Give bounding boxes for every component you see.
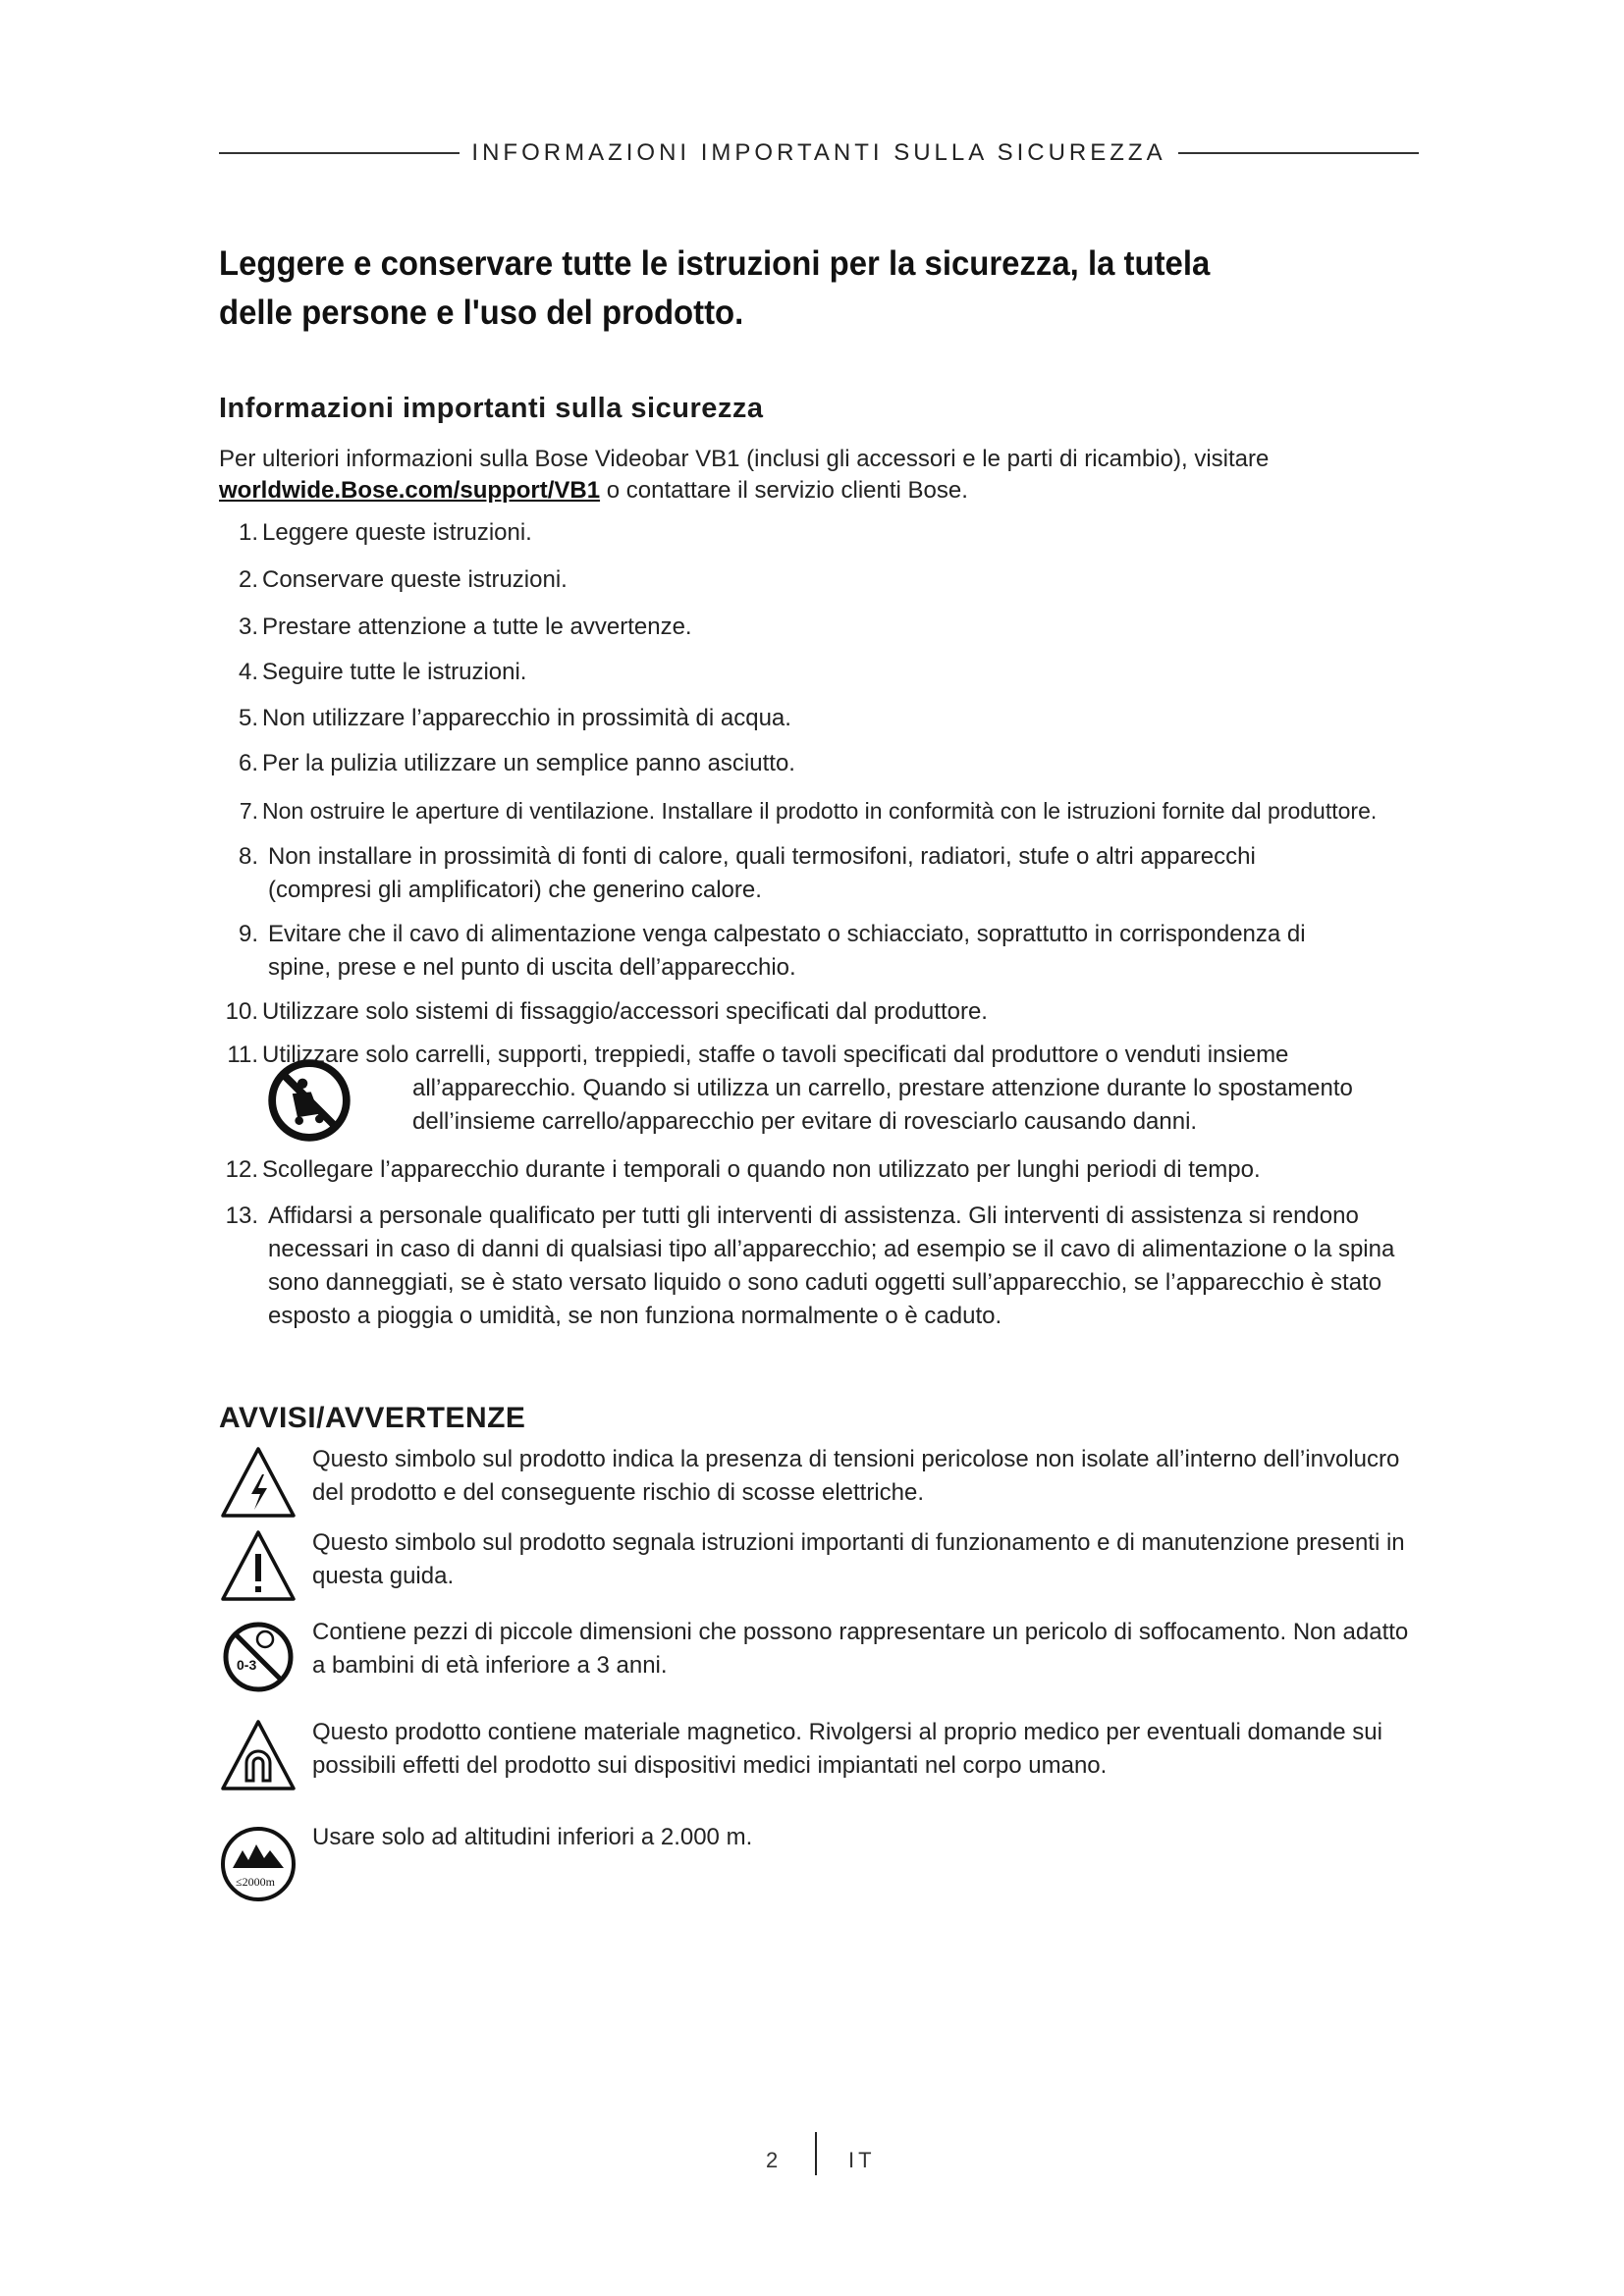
intro-paragraph <box>219 444 1358 507</box>
warning-text: Usare solo ad altitudini inferiori a 2.000 m. <box>312 1824 753 1850</box>
intro-text-after: o contattare il servizio clienti Bose. <box>600 477 968 504</box>
item-number: 7. <box>239 798 258 824</box>
item-number: 6. <box>238 750 258 776</box>
item-number: 11. <box>227 1041 258 1068</box>
item-number: 9. <box>238 921 258 947</box>
electric-shock-warning-icon <box>219 1443 298 1522</box>
header-rule-left <box>219 152 460 154</box>
warning-row <box>219 1443 1427 1522</box>
item-number: 1. <box>238 519 258 546</box>
warning-row <box>219 1616 1427 1694</box>
item-11-continuation: all’apparecchio. Quando si utilizza un carrello, prestare attenzione durante lo spostamento dell’insieme carrello/apparecchio per evitare di rovesciarlo causando danni. <box>412 1075 1353 1135</box>
item-text: Prestare attenzione a tutte le avvertenze. <box>262 614 692 640</box>
item-text: Seguire tutte le istruzioni. <box>262 659 527 685</box>
item-text: Non ostruire le aperture di ventilazione. Installare il prodotto in conformità con le istruzioni fornite dal produttore. <box>262 798 1378 824</box>
warnings-title: AVVISI/AVVERTENZE <box>219 1402 526 1434</box>
altitude-icon <box>219 1825 298 1903</box>
choking-hazard-icon <box>219 1616 298 1694</box>
section-title: Informazioni importanti sulla sicurezza <box>219 393 764 424</box>
item-number: 8. <box>238 843 258 870</box>
warning-row <box>219 1716 1427 1794</box>
item-number: 10. <box>225 998 258 1025</box>
item-text: Leggere queste istruzioni. <box>262 519 532 546</box>
item-text: Scollegare l’apparecchio durante i temporali o quando non utilizzato per lunghi periodi di tempo. <box>262 1156 1261 1183</box>
cart-tipover-warning-icon <box>267 1058 352 1143</box>
altitude-label: ≤2000m <box>236 1875 275 1889</box>
warning-row <box>219 1526 1427 1605</box>
footer-divider <box>815 2132 817 2175</box>
item-number: 13. <box>225 1202 258 1229</box>
lead-statement: Leggere e conservare tutte le istruzioni per la sicurezza, la tutela delle persone e l'uso del prodotto. <box>219 244 1211 332</box>
page-footer <box>746 2132 903 2181</box>
item-text: Evitare che il cavo di alimentazione venga calpestato o schiacciato, soprattutto in corrispondenza di spine, prese e nel punto di uscita dell’apparecchio. <box>268 921 1306 981</box>
intro-text: Per ulteriori informazioni sulla Bose Videobar VB1 (inclusi gli accessori e le parti di ricambio), visitare <box>219 446 1270 472</box>
item-text: Utilizzare solo sistemi di fissaggio/accessori specificati dal produttore. <box>262 998 988 1025</box>
item-text: Conservare queste istruzioni. <box>262 566 568 593</box>
item-number: 5. <box>238 705 258 731</box>
item-text: Affidarsi a personale qualificato per tutti gli interventi di assistenza. Gli interventi di assistenza si rendono necessari in caso di danni di qualsiasi tipo all’apparecchio; ad esempio se il cavo di alimentazione o la spina sono danneggiati, se è stato versato liquido o sono caduti oggetti sull’apparecchio, se l’apparecchio è stato esposto a pioggia o umidità, se non funziona normalmente o è caduto. <box>268 1202 1395 1329</box>
support-link[interactable]: worldwide.Bose.com/support/VB1 <box>219 477 601 504</box>
language-code: IT <box>848 2148 876 2172</box>
page-header <box>219 133 1419 173</box>
item-text: Non utilizzare l’apparecchio in prossimità di acqua. <box>262 705 791 731</box>
item-text: Non installare in prossimità di fonti di calore, quali termosifoni, radiatori, stufe o altri apparecchi (compresi gli amplificatori) che generino calore. <box>268 843 1256 903</box>
magnet-warning-icon <box>219 1716 298 1794</box>
warning-row <box>219 1821 1427 1899</box>
warning-text: Questo simbolo sul prodotto indica la presenza di tensioni pericolose non isolate all’interno dell’involucro del prodotto e del conseguente rischio di scosse elettriche. <box>312 1446 1400 1506</box>
warning-text: Contiene pezzi di piccole dimensioni che possono rappresentare un pericolo di soffocamento. Non adatto a bambini di età inferiore a 3 anni. <box>312 1619 1409 1679</box>
header-title: INFORMAZIONI IMPORTANTI SULLA SICUREZZA <box>471 139 1166 166</box>
item-number: 2. <box>238 566 258 593</box>
age-label: 0-3 <box>237 1657 257 1673</box>
item-number: 4. <box>238 659 258 685</box>
item-text: Per la pulizia utilizzare un semplice panno asciutto. <box>262 750 795 776</box>
warning-text: Questo prodotto contiene materiale magnetico. Rivolgersi al proprio medico per eventuali domande sui possibili effetti del prodotto sui dispositivi medici impiantati nel corpo umano. <box>312 1719 1382 1779</box>
header-rule-right <box>1178 152 1419 154</box>
warning-text: Questo simbolo sul prodotto segnala istruzioni importanti di funzionamento e di manutenzione presenti in questa guida. <box>312 1529 1405 1589</box>
item-number: 12. <box>225 1156 258 1183</box>
item-text: Utilizzare solo carrelli, supporti, treppiedi, staffe o tavoli specificati dal produttore o venduti insieme <box>262 1041 1289 1068</box>
exclamation-warning-icon <box>219 1526 298 1605</box>
page-number: 2 <box>766 2148 779 2172</box>
item-number: 3. <box>238 614 258 640</box>
